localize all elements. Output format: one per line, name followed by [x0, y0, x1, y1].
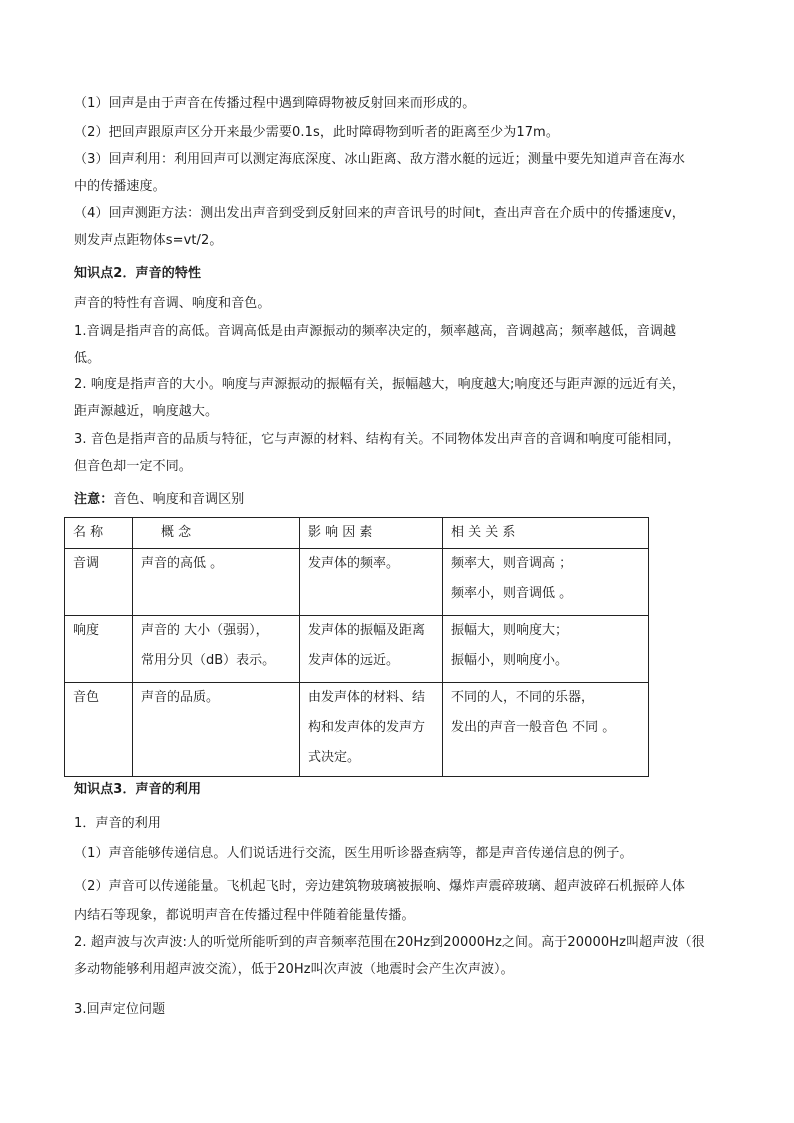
table-cell-factor	[300, 549, 443, 616]
table-header-cell: 概 念	[133, 518, 300, 549]
table-row	[65, 549, 649, 616]
table-header-cell: 名 称	[65, 518, 133, 549]
cell-line: 式决定。	[308, 750, 361, 765]
paragraph-loudness-line2: 距声源越近，响度越大。	[74, 404, 219, 419]
cell-line: 由发声体的材料、结	[308, 690, 426, 705]
table-cell-name: 音色	[65, 683, 133, 777]
table-cell-name: 响度	[65, 616, 133, 683]
cell-line: 频率大，则音调高 ；	[451, 556, 573, 571]
table-cell-factor	[300, 683, 443, 777]
cell-line: 发声体的频率。	[308, 556, 400, 571]
cell-line: 振幅大，则响度大；	[451, 623, 569, 638]
paragraph-pitch-line1: 1.音调是指声音的高低。音调高低是由声源振动的频率决定的，频率越高，音调越高；频率越低，音调越	[74, 324, 677, 339]
table-cell-relation	[443, 549, 649, 616]
cell-line: 声音的 大小（强弱），	[141, 623, 269, 638]
comparison-table	[64, 517, 649, 777]
cell-line: 振幅小，则响度小。	[451, 653, 569, 668]
section-heading-2: 知识点2．声音的特性	[74, 266, 202, 281]
paragraph-timbre-line1: 3. 音色是指声音的品质与特征，它与声源的材料、结构有关。不同物体发出声音的音调和响度可能相同，	[74, 432, 681, 447]
cell-line: 常用分贝（dB）表示。	[141, 653, 276, 668]
section-heading-3: 知识点3．声音的利用	[74, 782, 202, 797]
paragraph-transmit-energy-line2: 内结石等现象，都说明声音在传播过程中伴随着能量传播。	[74, 908, 415, 923]
cell-line: 发出的声音一般音色 不同 。	[451, 720, 616, 735]
paragraph-sound-characteristics: 声音的特性有音调、响度和音色。	[74, 296, 271, 311]
table-cell-concept	[133, 549, 300, 616]
paragraph-pitch-line2: 低。	[74, 351, 101, 366]
table-cell-relation	[443, 616, 649, 683]
paragraph-echo-use-line2: 中的传播速度。	[74, 179, 166, 194]
table-header-cell: 相 关 关 系	[443, 518, 649, 549]
paragraph-echo-ranging-line1: （4）回声测距方法：测出发出声音到受到反射回来的声音讯号的时间t，查出声音在介质中的传播速度v，	[74, 206, 685, 221]
paragraph-ultrasound-line2: 多动物能够利用超声波交流），低于20Hz叫次声波（地震时会产生次声波）。	[74, 962, 514, 977]
table-cell-factor	[300, 616, 443, 683]
paragraph-transmit-energy-line1: （2）声音可以传递能量。飞机起飞时，旁边建筑物玻璃被振响、爆炸声震碎玻璃、超声波碎石机振碎人体	[74, 879, 685, 894]
cell-line: 声音的高低 。	[141, 556, 224, 571]
table-header-cell: 影 响 因 素	[300, 518, 443, 549]
paragraph-loudness-line1: 2. 响度是指声音的大小。响度与声源振动的振幅有关，振幅越大，响度越大;响度还与距声源的远近有关，	[74, 377, 685, 392]
table-header-row	[65, 518, 649, 549]
paragraph-echo-distinguish: （2）把回声跟原声区分开来最少需要0.1s，此时障碍物到听者的距离至少为17m。	[74, 125, 559, 140]
cell-line: 发声体的振幅及距离	[308, 623, 426, 638]
paragraph-ultrasound-line1: 2. 超声波与次声波:人的听觉所能听到的声音频率范围在20Hz到20000Hz之间。高于20000Hz叫超声波（很	[74, 935, 705, 950]
paragraph-echo-definition: （1）回声是由于声音在传播过程中遇到障碍物被反射回来而形成的。	[74, 96, 476, 111]
subheading-echo-location: 3.回声定位问题	[74, 1002, 166, 1017]
paragraph-timbre-line2: 但音色却一定不同。	[74, 459, 192, 474]
paragraph-echo-use-line1: （3）回声利用：利用回声可以测定海底深度、冰山距离、敌方潜水艇的远近；测量中要先知道声音在海水	[74, 152, 685, 167]
cell-line: 发声体的远近。	[308, 653, 400, 668]
paragraph-echo-ranging-line2: 则发声点距物体s=vt/2。	[74, 233, 223, 248]
note-label: 注意：	[74, 492, 114, 507]
table-row	[65, 616, 649, 683]
cell-line: 频率小，则音调低 。	[451, 586, 573, 601]
cell-line: 声音的品质。	[141, 690, 220, 705]
note-text: 音色、响度和音调区别	[113, 492, 245, 507]
table-cell-concept	[133, 616, 300, 683]
cell-line: 构和发声体的发声方	[308, 720, 426, 735]
table-cell-name: 音调	[65, 549, 133, 616]
note-heading	[74, 492, 244, 508]
cell-line: 不同的人，不同的乐器，	[451, 690, 595, 705]
table-cell-relation	[443, 683, 649, 777]
table-cell-concept	[133, 683, 300, 777]
table-row	[65, 683, 649, 777]
subheading-sound-uses: 1．声音的利用	[74, 816, 161, 831]
paragraph-transmit-information: （1）声音能够传递信息。人们说话进行交流，医生用听诊器查病等，都是声音传递信息的例子。	[74, 846, 633, 861]
